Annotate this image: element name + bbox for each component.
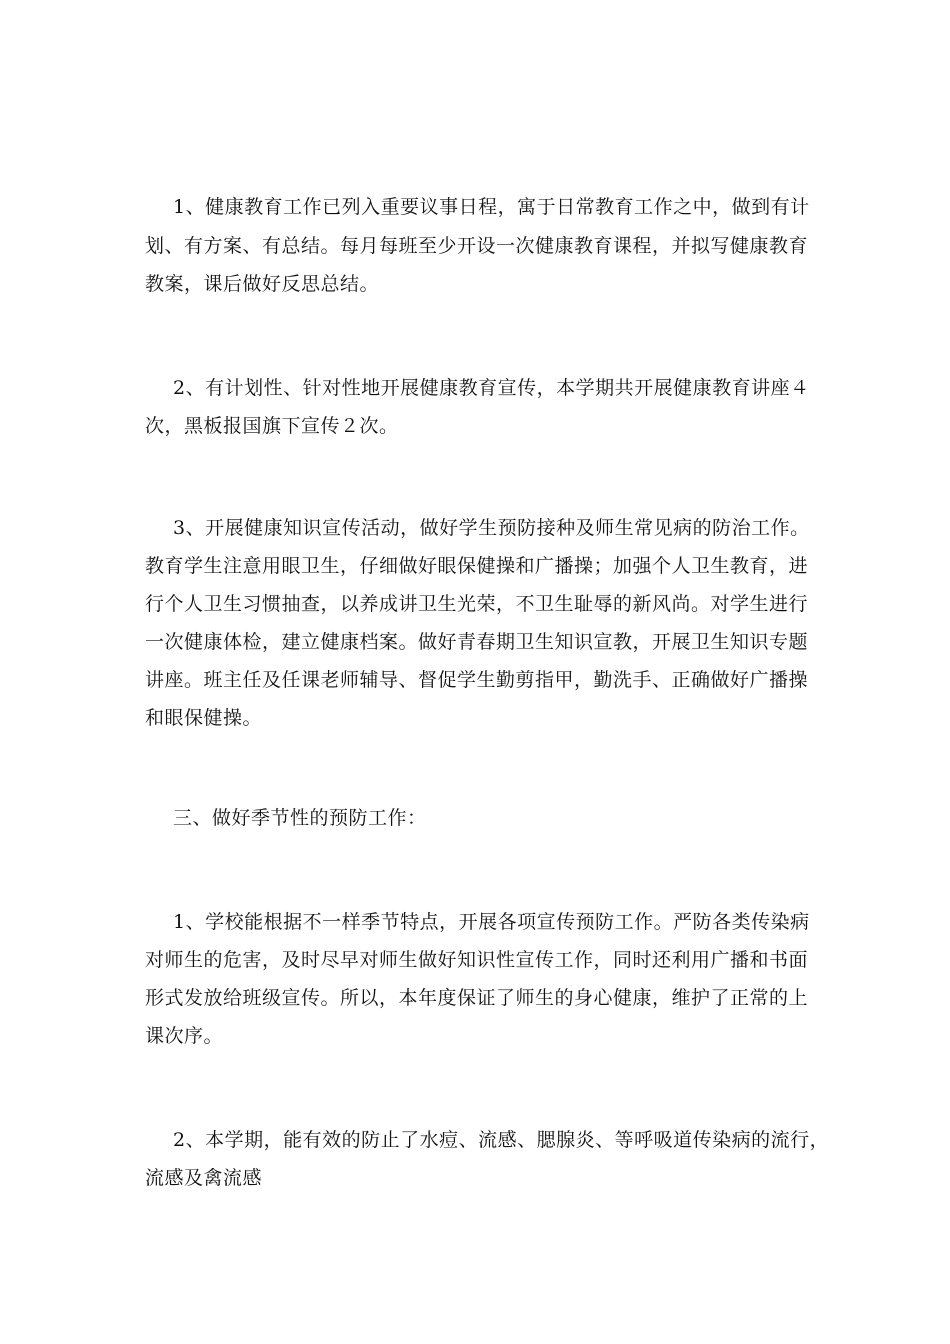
paragraph-3-line-2: 教育学生注意用眼卫生，仔细做好眼保健操和广播操；加强个人卫生教育，进 <box>145 555 809 577</box>
paragraph-2-line-2: 次，黑板报国旗下宣传２次。 <box>145 415 399 437</box>
paragraph-3-line-4: 一次健康体检，建立健康档案。做好青春期卫生知识宣教，开展卫生知识专题 <box>145 631 809 653</box>
paragraph-5-line-3: 形式发放给班级宣传。所以，本年度保证了师生的身心健康，维护了正常的上 <box>145 987 809 1009</box>
paragraph-3-line-6: 和眼保健操。 <box>145 707 263 729</box>
paragraph-6-line-2: 流感及禽流感 <box>145 1167 263 1189</box>
section-heading: 三、做好季节性的预防工作： <box>173 807 427 829</box>
paragraph-5-line-4: 课次序。 <box>145 1025 224 1047</box>
paragraph-3-line-3: 行个人卫生习惯抽查，以养成讲卫生光荣，不卫生耻辱的新风尚。对学生进行 <box>145 593 809 615</box>
paragraph-2-line-1: 2、有计划性、针对性地开展健康教育宣传，本学期共开展健康教育讲座４ <box>173 377 810 399</box>
paragraph-1-line-2: 划、有方案、有总结。每月每班至少开设一次健康教育课程，并拟写健康教育 <box>145 235 809 257</box>
paragraph-5-line-1: 1、学校能根据不一样季节特点，开展各项宣传预防工作。严防各类传染病 <box>173 911 810 933</box>
paragraph-1-line-1: 1、健康教育工作已列入重要议事日程，寓于日常教育工作之中，做到有计 <box>173 196 810 218</box>
paragraph-3-line-5: 讲座。班主任及任课老师辅导、督促学生勤剪指甲，勤洗手、正确做好广播操 <box>145 669 809 691</box>
paragraph-5-line-2: 对师生的危害，及时尽早对师生做好知识性宣传工作，同时还利用广播和书面 <box>145 949 809 971</box>
paragraph-1-line-3: 教案，课后做好反思总结。 <box>145 273 380 295</box>
paragraph-6-line-1: 2、本学期，能有效的防止了水痘、流感、腮腺炎、等呼吸道传染病的流行， <box>173 1129 830 1151</box>
paragraph-3-line-1: 3、开展健康知识宣传活动，做好学生预防接种及师生常见病的防治工作。 <box>173 517 810 539</box>
